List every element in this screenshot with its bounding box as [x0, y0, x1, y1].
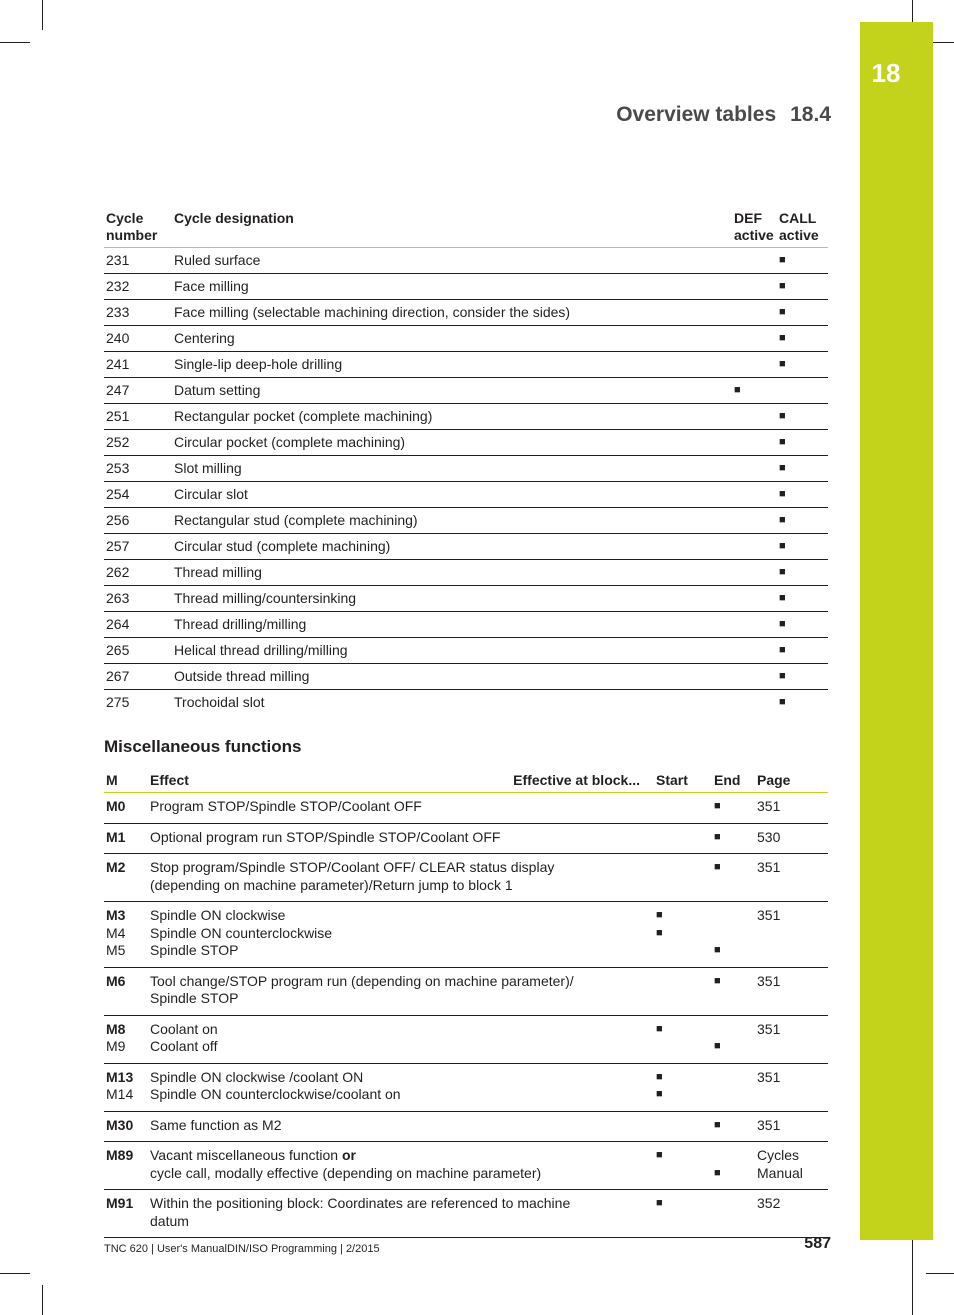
def-active-cell	[732, 404, 777, 430]
page-cell	[745, 1015, 828, 1063]
table-row	[104, 638, 828, 664]
block-marker: ■	[714, 1040, 721, 1052]
effect-cell	[148, 823, 642, 854]
call-active-cell	[777, 378, 828, 404]
effect-line: datum	[150, 1212, 189, 1229]
end-cell	[700, 1063, 745, 1111]
m-code: M91	[106, 1195, 134, 1211]
def-active-cell	[732, 430, 777, 456]
cycle-designation-cell: Helical thread drilling/milling	[172, 638, 732, 664]
header-page: Page	[757, 772, 791, 788]
effect-line: (depending on machine parameter)/Return jump to block 1	[150, 876, 513, 893]
cycle-designation-cell: Ruled surface	[172, 248, 732, 274]
block-marker: ■	[714, 800, 721, 812]
block-marker: ■	[656, 1070, 663, 1083]
table-row	[104, 352, 828, 378]
effect-line	[150, 1147, 640, 1165]
page-ref: 351	[757, 907, 781, 923]
block-marker	[656, 942, 698, 960]
m-code: M8	[106, 1020, 126, 1037]
call-active-cell: ■	[777, 274, 828, 300]
m-code: M3	[106, 907, 126, 923]
cycle-number-cell: 251	[104, 404, 172, 430]
page-ref: 351	[757, 1068, 781, 1085]
table-row	[104, 430, 828, 456]
cycle-designation-cell: Circular stud (complete machining)	[172, 534, 732, 560]
effect-line: Same function as M2	[150, 1116, 282, 1133]
section-heading: Miscellaneous functions	[104, 737, 302, 756]
effect-cell	[148, 902, 642, 968]
table-row	[104, 1063, 828, 1111]
block-marker	[714, 1195, 743, 1213]
m-code: M5	[106, 942, 126, 958]
cycle-number-cell: 254	[104, 482, 172, 508]
cycle-designation-cell: Thread milling/countersinking	[172, 586, 732, 612]
end-cell	[700, 1111, 745, 1142]
header-effect: Effect	[150, 772, 189, 788]
cycle-designation-cell: Rectangular stud (complete machining)	[172, 508, 732, 534]
call-active-cell: ■	[779, 696, 786, 708]
effect-line: Spindle ON clockwise	[150, 907, 286, 923]
cycle-number-cell: 263	[104, 586, 172, 612]
block-marker	[714, 1069, 743, 1087]
def-active-cell	[732, 248, 777, 274]
table-row	[104, 456, 828, 482]
table-row	[104, 560, 828, 586]
cycle-number-cell: 252	[104, 430, 172, 456]
page-ref: Cycles	[757, 1147, 800, 1163]
block-marker	[656, 973, 698, 991]
call-active-cell: ■	[777, 586, 828, 612]
def-active-cell	[732, 326, 777, 352]
m-code: M14	[106, 1086, 134, 1102]
block-marker	[656, 1038, 698, 1056]
def-active-cell	[732, 690, 777, 716]
start-cell	[642, 1063, 700, 1111]
block-marker: ■	[714, 974, 721, 987]
block-marker	[714, 1021, 743, 1039]
def-active-cell	[732, 664, 777, 690]
m-code-cell	[104, 1190, 148, 1238]
running-head-title: Overview tables	[616, 103, 777, 126]
m-code-cell	[104, 902, 148, 968]
end-cell	[700, 902, 745, 968]
effect-line: Spindle ON counterclockwise	[150, 924, 333, 941]
block-marker: ■	[656, 909, 663, 921]
running-head	[616, 103, 831, 127]
page-cell	[745, 854, 828, 902]
effect-line: Spindle ON clockwise /coolant ON	[150, 1068, 364, 1085]
effect-cell	[148, 1015, 642, 1063]
call-active-cell: ■	[777, 248, 828, 274]
chapter-number: 18	[871, 58, 901, 88]
page-cell	[745, 902, 828, 968]
cycle-number-cell: 262	[104, 560, 172, 586]
block-marker	[714, 907, 743, 925]
header-effective-at-block: Effective at block...	[513, 772, 640, 788]
effect-line: Optional program run STOP/Spindle STOP/Coolant OFF	[150, 828, 501, 845]
table-row	[104, 326, 828, 352]
cycle-number-cell: 233	[104, 300, 172, 326]
call-active-cell: ■	[777, 404, 828, 430]
cycle-designation-cell: Outside thread milling	[172, 664, 732, 690]
page-cell	[745, 793, 828, 824]
block-marker	[656, 798, 698, 816]
table-row	[104, 274, 828, 300]
def-active-cell	[732, 638, 777, 664]
m-code: M6	[106, 972, 126, 989]
effect-line: Spindle STOP	[150, 942, 239, 958]
cycle-number-cell: 240	[104, 326, 172, 352]
cycle-designation-cell: Rectangular pocket (complete machining)	[172, 404, 732, 430]
cycle-designation-cell: Single-lip deep-hole drilling	[172, 352, 732, 378]
effect-cell	[148, 1142, 642, 1190]
end-cell	[700, 823, 745, 854]
effect-line: Tool change/STOP program run (depending on machine parameter)/	[150, 972, 574, 989]
m-code: M30	[106, 1116, 134, 1133]
cycle-designation-cell: Circular pocket (complete machining)	[172, 430, 732, 456]
page-number: 587	[804, 1235, 831, 1252]
block-marker	[656, 1117, 698, 1135]
page-ref: 351	[757, 1116, 781, 1133]
def-active-cell	[732, 352, 777, 378]
cycle-designation-cell: Trochoidal slot	[174, 694, 265, 710]
start-cell	[642, 823, 700, 854]
block-marker: ■	[714, 944, 721, 956]
cycle-designation-cell: Slot milling	[172, 456, 732, 482]
m-code-cell	[104, 793, 148, 824]
block-marker	[656, 1165, 698, 1183]
call-active-cell: ■	[777, 560, 828, 586]
m-code-cell	[104, 1063, 148, 1111]
def-active-cell	[732, 560, 777, 586]
header-cycle-designation: Cycle designation	[174, 210, 294, 226]
header-start: Start	[656, 772, 688, 788]
block-marker: ■	[714, 1118, 721, 1131]
start-cell	[642, 793, 700, 824]
table-row	[104, 854, 828, 902]
call-active-cell: ■	[777, 300, 828, 326]
cycle-number-cell: 267	[104, 664, 172, 690]
misc-functions-table	[104, 770, 828, 1238]
misc-table-header	[104, 770, 828, 793]
effect-line: Stop program/Spindle STOP/Coolant OFF/ CLEAR status display	[150, 859, 555, 875]
table-row	[104, 248, 828, 274]
cycle-designation-cell: Circular slot	[172, 482, 732, 508]
block-marker: ■	[714, 830, 721, 843]
effect-prefix: Vacant miscellaneous function	[150, 1147, 342, 1163]
end-cell	[700, 1142, 745, 1190]
table-row	[104, 378, 828, 404]
effect-cell	[148, 1063, 642, 1111]
page-ref: 530	[757, 828, 781, 845]
page-ref: 351	[757, 972, 781, 989]
crop-mark	[0, 42, 30, 43]
cycle-designation-cell: Centering	[172, 326, 732, 352]
table-row	[104, 482, 828, 508]
effect-cell	[148, 1111, 642, 1142]
block-marker: ■	[714, 861, 721, 873]
m-code: M9	[106, 1038, 126, 1054]
m-code-cell	[104, 1142, 148, 1190]
table-row	[104, 404, 828, 430]
block-marker: ■	[656, 1088, 663, 1100]
m-code-cell	[104, 854, 148, 902]
table-row	[104, 690, 828, 716]
effect-line: Coolant on	[150, 1020, 218, 1037]
def-active-cell: ■	[732, 378, 777, 404]
table-row	[104, 823, 828, 854]
def-active-cell	[732, 456, 777, 482]
header-def-active: DEF active	[734, 210, 774, 243]
block-marker: ■	[656, 1197, 663, 1209]
cycle-number-cell: 253	[104, 456, 172, 482]
crop-mark	[912, 0, 913, 22]
effect-cell	[148, 967, 642, 1015]
m-code: M1	[106, 828, 126, 845]
def-active-cell	[732, 534, 777, 560]
def-active-cell	[732, 612, 777, 638]
table-row	[104, 1111, 828, 1142]
block-marker	[656, 829, 698, 847]
cycle-designation-cell: Face milling (selectable machining direction, consider the sides)	[172, 300, 732, 326]
effect-line: Within the positioning block: Coordinates are referenced to machine	[150, 1195, 571, 1211]
m-code: M89	[106, 1147, 134, 1163]
page-cell	[745, 1111, 828, 1142]
chapter-side-tab	[860, 22, 933, 1240]
table-row	[104, 586, 828, 612]
effect-cell	[148, 1190, 642, 1238]
effect-line: cycle call, modally effective (depending on machine parameter)	[150, 1164, 542, 1181]
table-row	[104, 508, 828, 534]
running-head-section: 18.4	[790, 103, 831, 126]
def-active-cell	[732, 274, 777, 300]
crop-mark	[926, 1273, 954, 1274]
page-ref: 352	[757, 1195, 781, 1211]
crop-mark	[42, 1285, 43, 1315]
cycle-designation-cell: Datum setting	[172, 378, 732, 404]
call-active-cell: ■	[777, 482, 828, 508]
cycle-designation-cell: Face milling	[172, 274, 732, 300]
page-ref: Manual	[757, 1164, 803, 1181]
start-cell	[642, 902, 700, 968]
effect-line: Spindle ON counterclockwise/coolant on	[150, 1086, 401, 1102]
m-code: M13	[106, 1068, 134, 1085]
cycle-number-cell: 257	[104, 534, 172, 560]
call-active-cell: ■	[777, 326, 828, 352]
block-marker: ■	[656, 1022, 663, 1035]
call-active-cell: ■	[777, 352, 828, 378]
end-cell	[700, 854, 745, 902]
effect-line: Spindle STOP	[150, 990, 239, 1006]
start-cell	[642, 1190, 700, 1238]
effect-bold: or	[341, 1147, 356, 1163]
m-code-cell	[104, 823, 148, 854]
def-active-cell	[732, 508, 777, 534]
crop-mark	[912, 1240, 913, 1315]
page-cell	[745, 967, 828, 1015]
cycle-number-cell: 241	[104, 352, 172, 378]
end-cell	[700, 1190, 745, 1238]
m-code: M0	[106, 798, 126, 814]
call-active-cell: ■	[777, 638, 828, 664]
effect-line: Program STOP/Spindle STOP/Coolant OFF	[150, 798, 422, 814]
end-cell	[700, 1015, 745, 1063]
table-row	[104, 612, 828, 638]
start-cell	[642, 854, 700, 902]
table-row	[104, 967, 828, 1015]
page-cell	[745, 1190, 828, 1238]
header-m: M	[106, 772, 118, 788]
end-cell	[700, 793, 745, 824]
block-marker: ■	[656, 926, 663, 939]
m-code-cell	[104, 1015, 148, 1063]
def-active-cell	[732, 586, 777, 612]
end-cell	[700, 967, 745, 1015]
block-marker	[656, 859, 698, 877]
cycle-number-cell: 247	[104, 378, 172, 404]
m-code: M4	[106, 924, 126, 941]
block-marker	[714, 1147, 743, 1165]
start-cell	[642, 1015, 700, 1063]
cycle-number-cell: 265	[104, 638, 172, 664]
cycle-table	[104, 208, 828, 715]
header-call-active: CALL active	[779, 210, 819, 243]
crop-mark	[933, 42, 954, 43]
cycle-number-cell: 231	[104, 248, 172, 274]
def-active-cell	[732, 482, 777, 508]
cycle-number-cell: 264	[104, 612, 172, 638]
header-end: End	[714, 772, 741, 788]
page-cell	[745, 1063, 828, 1111]
call-active-cell: ■	[777, 430, 828, 456]
call-active-cell: ■	[777, 664, 828, 690]
cycle-designation-cell: Thread milling	[172, 560, 732, 586]
m-code-cell	[104, 1111, 148, 1142]
table-row	[104, 1142, 828, 1190]
page-cell	[745, 823, 828, 854]
header-cycle-number: Cycle number	[106, 210, 158, 243]
start-cell	[642, 1111, 700, 1142]
page-cell	[745, 1142, 828, 1190]
def-active-cell	[732, 300, 777, 326]
page-ref: 351	[757, 859, 781, 875]
table-row	[104, 1015, 828, 1063]
table-row	[104, 534, 828, 560]
call-active-cell: ■	[777, 508, 828, 534]
cycle-table-header	[104, 208, 828, 248]
call-active-cell: ■	[777, 456, 828, 482]
start-cell	[642, 1142, 700, 1190]
call-active-cell: ■	[777, 612, 828, 638]
call-active-cell: ■	[777, 534, 828, 560]
table-row	[104, 1190, 828, 1238]
table-row	[104, 300, 828, 326]
table-row	[104, 902, 828, 968]
effect-cell	[148, 793, 642, 824]
effect-line: Coolant off	[150, 1038, 218, 1054]
cycle-number-cell: 232	[104, 274, 172, 300]
crop-mark	[42, 0, 43, 30]
m-code-cell	[104, 967, 148, 1015]
block-marker: ■	[656, 1149, 663, 1161]
cycle-number-cell: 275	[106, 694, 130, 710]
page-ref: 351	[757, 1020, 781, 1037]
table-row	[104, 664, 828, 690]
m-code: M2	[106, 859, 126, 875]
cycle-number-cell: 256	[104, 508, 172, 534]
table-row	[104, 793, 828, 824]
cycle-designation-cell: Thread drilling/milling	[172, 612, 732, 638]
block-marker: ■	[714, 1166, 721, 1179]
footer-text: TNC 620 | User's ManualDIN/ISO Programming | 2/2015	[104, 1243, 380, 1255]
crop-mark	[0, 1273, 30, 1274]
block-marker	[714, 925, 743, 943]
start-cell	[642, 967, 700, 1015]
effect-cell	[148, 854, 642, 902]
page-ref: 351	[757, 798, 781, 814]
